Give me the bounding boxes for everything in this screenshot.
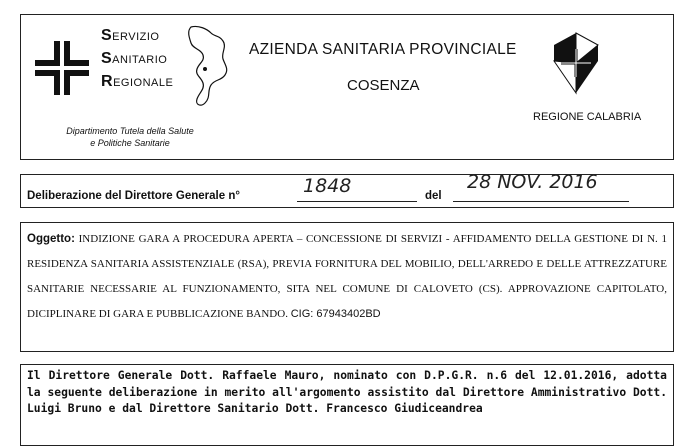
subject-body: INDIZIONE GARA A PROCEDURA APERTA – CONCESSIONE DI SERVIZI - AFFIDAMENTO DELLA GESTIONE DI N. 1 RESIDENZA SANITARIA ASSISTENZIALE (RSA), PREVIA FORNITURA DEL MOBILIO, DELL'ARREDO E DELLE ATTREZZATURE SANITARIE NECESSARIE AL FUNZIONAMENTO, SITA NEL COMUNE DI CALOVETO (CS). APPROVAZIONE CAPITOLATO, DICIPLINARE DI GARA E PUBBLICAZIONE BANDO. bbox=[27, 233, 667, 320]
date-label: del bbox=[425, 190, 442, 202]
director-box bbox=[20, 364, 674, 446]
number-underline bbox=[297, 201, 417, 202]
deliberation-line bbox=[20, 171, 674, 208]
servizio-sanitario-regionale: SERVIZIO SANITARIO REGIONALE bbox=[101, 27, 174, 90]
date-underline bbox=[453, 201, 629, 202]
regione-calabria-emblem-icon bbox=[551, 31, 601, 95]
region-name: REGIONE CALABRIA bbox=[533, 111, 642, 123]
deliberation-number: 1848 bbox=[303, 175, 352, 197]
azienda-title: AZIENDA SANITARIA PROVINCIALE bbox=[249, 41, 517, 58]
deliberation-date: 28 NOV. 2016 bbox=[467, 171, 598, 193]
health-service-cross-icon bbox=[35, 41, 89, 95]
cig-code: CIG: 67943402BD bbox=[290, 308, 381, 320]
subject-text bbox=[27, 227, 667, 327]
deliberation-label: Deliberazione del Direttore Generale n° bbox=[27, 190, 240, 202]
calabria-map-icon bbox=[185, 23, 231, 109]
city-name: COSENZA bbox=[347, 77, 420, 94]
document-header bbox=[20, 14, 674, 160]
department-name: Dipartimento Tutela della Salute e Politiche Sanitarie bbox=[66, 126, 194, 148]
subject-label: Oggetto: bbox=[27, 233, 75, 245]
subject-box bbox=[20, 222, 674, 352]
director-statement: Il Direttore Generale Dott. Raffaele Mauro, nominato con D.P.G.R. n.6 del 12.01.2016, adotta la seguente deliberazione in merito all'argomento assistito dal Direttore Amministrativo Dott. Luigi Bruno e dal Direttore Sanitario Dott. Francesco Giudiceandrea bbox=[27, 369, 667, 415]
